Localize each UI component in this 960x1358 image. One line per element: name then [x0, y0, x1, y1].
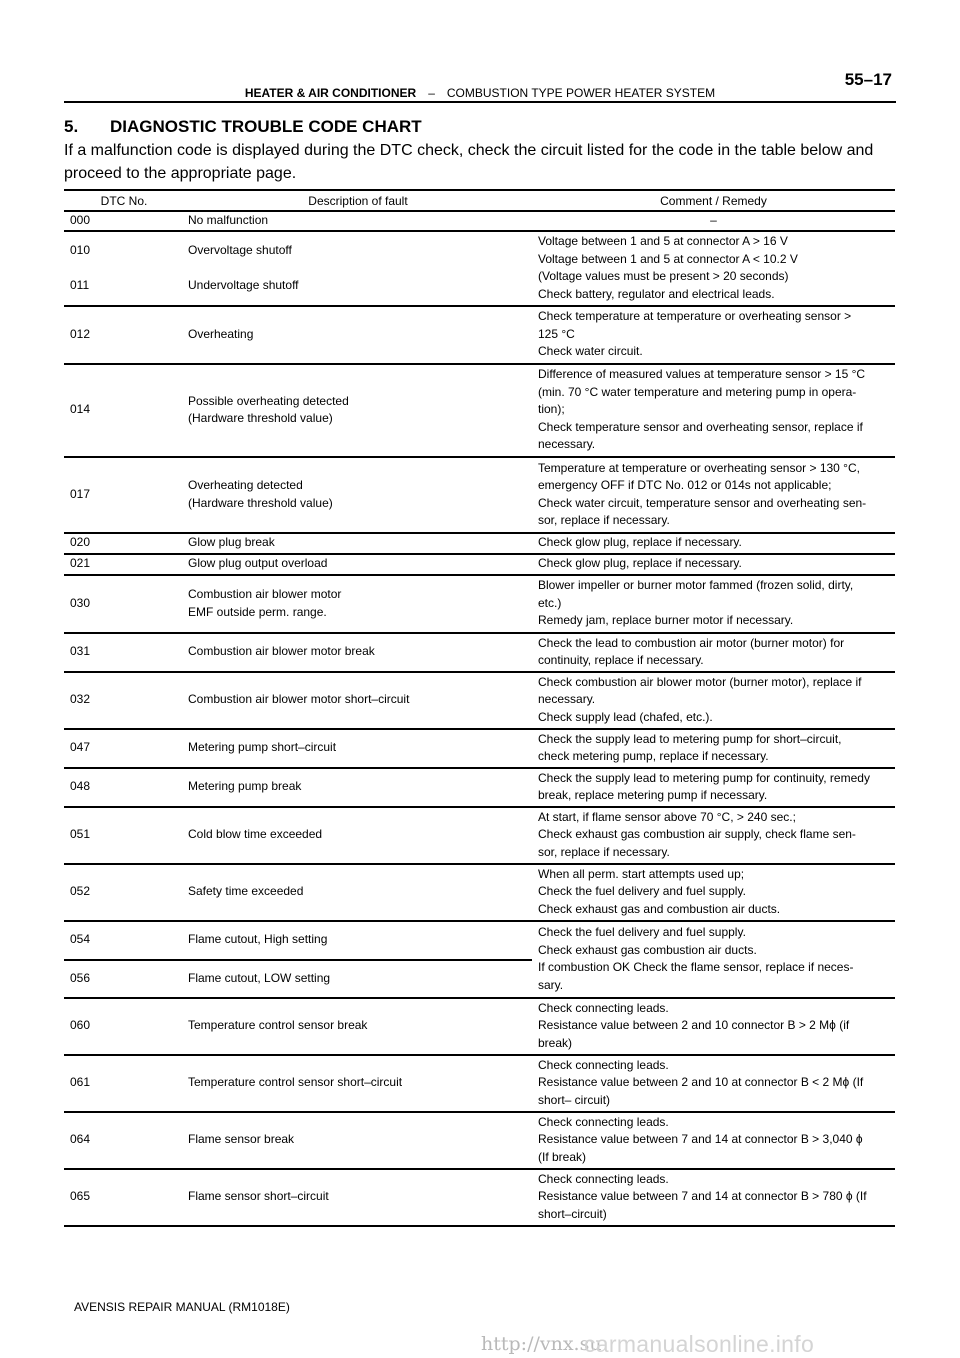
dtc-code: 030 — [64, 575, 184, 633]
running-header — [64, 86, 896, 100]
remedy: Check glow plug, replace if necessary. — [532, 533, 895, 554]
fault-description: Combustion air blower motor EMF outside perm. range. — [184, 575, 532, 633]
table-row — [64, 1055, 895, 1112]
remedy: Check the lead to combustion air motor (burner motor) for continuity, replace if necessary. — [532, 633, 895, 672]
fault-description: Flame sensor short–circuit — [184, 1169, 532, 1226]
table-header-row — [64, 190, 895, 211]
fault-description: Metering pump break — [184, 768, 532, 807]
dtc-code: 054 — [64, 921, 184, 960]
table-row — [64, 554, 895, 575]
fault-description: Cold blow time exceeded — [184, 807, 532, 864]
dtc-code: 065 — [64, 1169, 184, 1226]
remedy: Check combustion air blower motor (burner motor), replace if necessary. Check supply lead (chafed, etc.). — [532, 672, 895, 729]
dtc-code: 012 — [64, 306, 184, 364]
remedy: Check the fuel delivery and fuel supply. Check exhaust gas combustion air ducts. If combustion OK Check the flame sensor, replace if neces- sary. — [532, 921, 895, 998]
remedy: Check the supply lead to metering pump for continuity, remedy break, replace metering pump if necessary. — [532, 768, 895, 807]
dtc-code: 020 — [64, 533, 184, 554]
fault-description: No malfunction — [184, 211, 532, 231]
table-row — [64, 768, 895, 807]
remedy: Check temperature at temperature or overheating sensor > 125 °C Check water circuit. — [532, 306, 895, 364]
section-number: 5. — [64, 117, 79, 136]
page-header — [64, 70, 896, 102]
table-row — [64, 864, 895, 921]
fault-description: Glow plug output overload — [184, 554, 532, 575]
remedy: Check glow plug, replace if necessary. — [532, 554, 895, 575]
fault-description: Flame cutout, LOW setting — [184, 960, 532, 998]
table-row — [64, 575, 895, 633]
fault-description: Combustion air blower motor short–circuit — [184, 672, 532, 729]
fault-description: Overheating detected (Hardware threshold value) — [184, 457, 532, 533]
col-header-remedy: Comment / Remedy — [532, 190, 895, 211]
header-subsection: COMBUSTION TYPE POWER HEATER SYSTEM — [446, 86, 716, 100]
fault-description: Glow plug break — [184, 533, 532, 554]
table-row — [64, 364, 895, 457]
source-url: http://vnx.su — [481, 1333, 602, 1355]
remedy: Check connecting leads. Resistance value between 2 and 10 at connector B < 2 Mϕ (If short– circuit) — [532, 1055, 895, 1112]
table-row — [64, 1169, 895, 1226]
table-row — [64, 921, 895, 960]
section-title — [64, 117, 422, 137]
header-separator: – — [428, 86, 435, 100]
header-rule — [64, 101, 896, 103]
dtc-code: 056 — [64, 960, 184, 998]
dtc-code: 048 — [64, 768, 184, 807]
col-header-dtc: DTC No. — [64, 190, 184, 211]
fault-description: Safety time exceeded — [184, 864, 532, 921]
dtc-code: 021 — [64, 554, 184, 575]
dtc-code: 052 — [64, 864, 184, 921]
remedy: Check connecting leads. Resistance value between 7 and 14 at connector B > 3,040 ϕ (If break) — [532, 1112, 895, 1169]
dtc-code: 051 — [64, 807, 184, 864]
dtc-code: 010 011 — [64, 231, 184, 306]
table-row — [64, 633, 895, 672]
fault-description: Temperature control sensor break — [184, 998, 532, 1055]
dtc-code: 032 — [64, 672, 184, 729]
dtc-code: 047 — [64, 729, 184, 768]
dtc-code: 031 — [64, 633, 184, 672]
table-row — [64, 211, 895, 231]
remedy: Check the supply lead to metering pump for short–circuit, check metering pump, replace if necessary. — [532, 729, 895, 768]
remedy: Difference of measured values at temperature sensor > 15 °C (min. 70 °C water temperature and metering pump in opera- tion); Check temperature sensor and overheating sensor, replace if necessary. — [532, 364, 895, 457]
remedy: Voltage between 1 and 5 at connector A > 16 V Voltage between 1 and 5 at connector A < 10.2 V (Voltage values must be present > 20 seconds) Check battery, regulator and electrical leads. — [532, 231, 895, 306]
dtc-code: 017 — [64, 457, 184, 533]
col-header-description: Description of fault — [184, 190, 532, 211]
header-section: HEATER & AIR CONDITIONER — [244, 86, 417, 100]
dtc-code: 060 — [64, 998, 184, 1055]
fault-description: Overheating — [184, 306, 532, 364]
remedy: At start, if flame sensor above 70 °C, > 240 sec.; Check exhaust gas combustion air supply, check flame sen- sor, replace if necessary. — [532, 807, 895, 864]
dtc-code: 014 — [64, 364, 184, 457]
intro-paragraph: If a malfunction code is displayed during the DTC check, check the circuit listed for the code in the table below and proceed to the appropriate page. — [64, 142, 874, 182]
dtc-code: 000 — [64, 211, 184, 231]
table-row — [64, 998, 895, 1055]
table-row — [64, 807, 895, 864]
remedy: When all perm. start attempts used up; Check the fuel delivery and fuel supply. Check exhaust gas and combustion air ducts. — [532, 864, 895, 921]
fault-description: Metering pump short–circuit — [184, 729, 532, 768]
fault-description: Flame cutout, High setting — [184, 921, 532, 960]
remedy: Check connecting leads. Resistance value between 7 and 14 at connector B > 780 ϕ (If short–circuit) — [532, 1169, 895, 1226]
page-number: 55–17 — [844, 70, 892, 89]
fault-description: Combustion air blower motor break — [184, 633, 532, 672]
fault-description: Flame sensor break — [184, 1112, 532, 1169]
footer-manual-title: AVENSIS REPAIR MANUAL (RM1018E) — [74, 1300, 290, 1314]
dtc-code: 061 — [64, 1055, 184, 1112]
section-title-text: DIAGNOSTIC TROUBLE CODE CHART — [110, 117, 422, 136]
fault-description: Overvoltage shutoff Undervoltage shutoff — [184, 231, 532, 306]
remedy: Check connecting leads. Resistance value between 2 and 10 connector B > 2 Mϕ (if break) — [532, 998, 895, 1055]
remedy: Blower impeller or burner motor fammed (frozen solid, dirty, etc.) Remedy jam, replace burner motor if necessary. — [532, 575, 895, 633]
table-row — [64, 306, 895, 364]
dtc-table — [64, 189, 895, 1227]
fault-description: Possible overheating detected (Hardware threshold value) — [184, 364, 532, 457]
remedy: – — [532, 211, 895, 231]
fault-description: Temperature control sensor short–circuit — [184, 1055, 532, 1112]
table-row — [64, 729, 895, 768]
table-row — [64, 231, 895, 306]
table-row — [64, 457, 895, 533]
table-row — [64, 1112, 895, 1169]
watermark: carmanualsonline.info — [584, 1331, 815, 1357]
dtc-code: 064 — [64, 1112, 184, 1169]
table-row — [64, 672, 895, 729]
remedy: Temperature at temperature or overheating sensor > 130 °C, emergency OFF if DTC No. 012 or 014s not applicable; Check water circuit, temperature sensor and overheating sen- sor, replace if necessary. — [532, 457, 895, 533]
table-row — [64, 533, 895, 554]
